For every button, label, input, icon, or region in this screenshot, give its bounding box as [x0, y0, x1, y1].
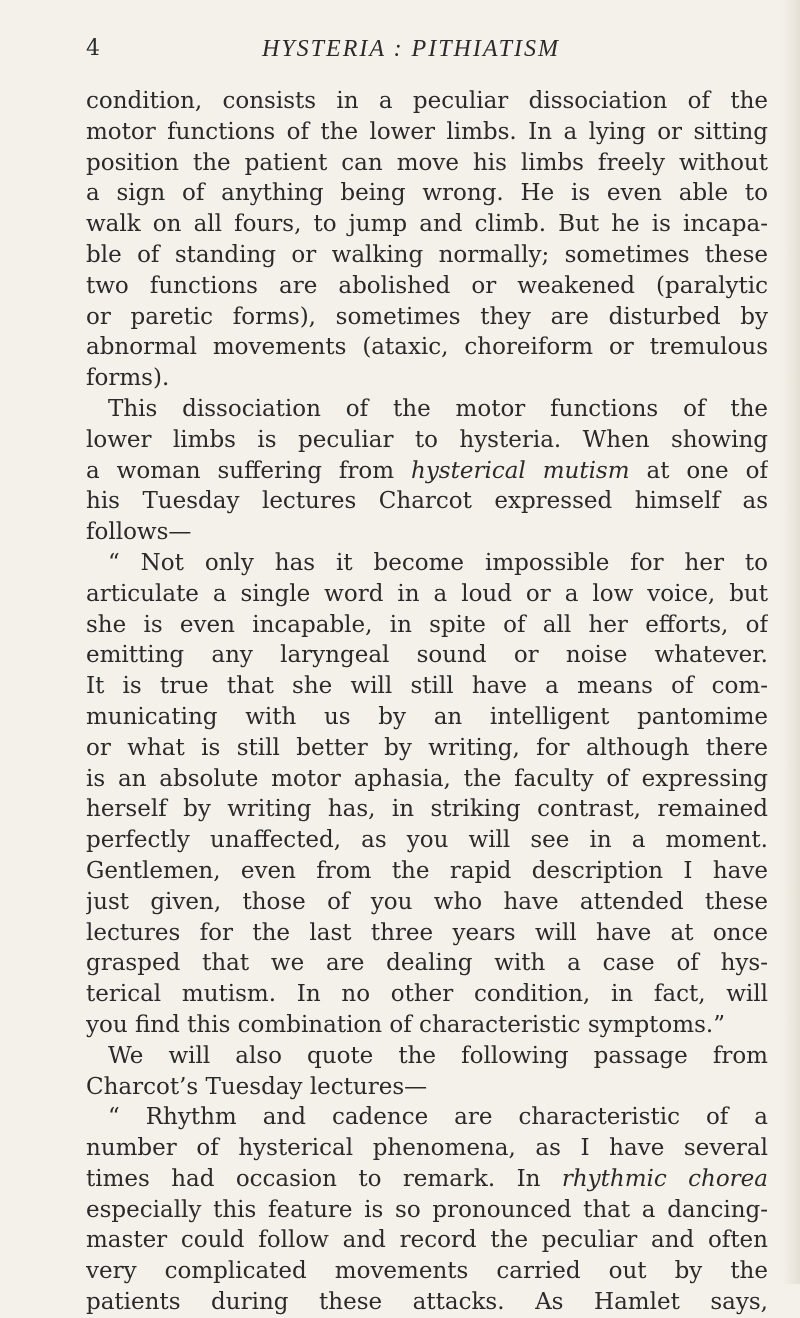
text-line: grasped that we are dealing with a case of hys-: [86, 950, 768, 977]
text-line: herself by writing has, in striking contrast, remained: [86, 796, 768, 823]
text-line: Charcot’s Tuesday lectures—: [86, 1073, 428, 1100]
text-line: especially this feature is so pronounced that a dancing-: [86, 1196, 768, 1223]
text-line: “ Rhythm and cadence are characteristic of a: [108, 1104, 768, 1131]
text-line: times had occasion to remark. In rhythmic chorea: [86, 1165, 768, 1192]
text-line: forms).: [86, 365, 170, 392]
text-line: follows—: [86, 519, 192, 546]
text-line: “ Not only has it become impossible for her to: [108, 549, 768, 576]
text-line: terical mutism. In no other condition, in fact, will: [86, 981, 768, 1008]
text-line: or paretic forms), sometimes they are disturbed by: [86, 303, 768, 330]
text-line: very complicated movements carried out by the: [86, 1258, 768, 1285]
text-line: ble of standing or walking normally; sometimes these: [86, 241, 768, 268]
text-line: emitting any laryngeal sound or noise whatever.: [86, 642, 768, 669]
italic-term: hysterical mutism: [411, 457, 630, 484]
text-line: just given, those of you who have attended these: [86, 888, 768, 915]
page-number: 4: [86, 36, 100, 61]
text-line: lectures for the last three years will have at once: [86, 919, 768, 946]
page-edge-shadow: [782, 0, 800, 1284]
text-line: is an absolute motor aphasia, the faculty of expressing: [86, 765, 768, 792]
text-line: his Tuesday lectures Charcot expressed himself as: [86, 488, 768, 515]
text-line: a sign of anything being wrong. He is even able to: [86, 180, 768, 207]
text-line: municating with us by an intelligent pantomime: [86, 703, 768, 730]
text-line: motor functions of the lower limbs. In a lying or sitting: [86, 118, 768, 145]
text-line: We will also quote the following passage from: [108, 1042, 768, 1069]
text-line: Gentlemen, even from the rapid description I have: [86, 857, 768, 884]
body-text: [86, 86, 768, 1318]
text-line: This dissociation of the motor functions of the: [108, 395, 768, 422]
text-line: or what is still better by writing, for although there: [86, 734, 768, 761]
text-line: condition, consists in a peculiar dissociation of the: [86, 88, 768, 114]
text-line: walk on all fours, to jump and climb. But he is incapa-: [86, 211, 768, 238]
text-line: perfectly unaffected, as you will see in a moment.: [86, 827, 768, 854]
text-line: two functions are abolished or weakened (paralytic: [86, 272, 768, 299]
running-head: HYSTERIA : PITHIATISM: [262, 36, 560, 62]
page-header: [86, 36, 766, 70]
text-line: she is even incapable, in spite of all her efforts, of: [86, 611, 768, 638]
text-line: a woman suffering from hysterical mutism at one of: [86, 457, 768, 484]
italic-term: rhythmic chorea: [561, 1165, 768, 1192]
text-line: patients during these attacks. As Hamlet says,: [86, 1289, 768, 1316]
text-line: number of hysterical phenomena, as I have several: [86, 1135, 768, 1162]
text-line: articulate a single word in a loud or a low voice, but: [86, 580, 768, 607]
text-line: you find this combination of characteristic symptoms.”: [86, 1011, 725, 1038]
text-line: master could follow and record the peculiar and often: [86, 1227, 768, 1254]
text-line: position the patient can move his limbs freely without: [86, 149, 768, 176]
text-line: abnormal movements (ataxic, choreiform or tremulous: [86, 334, 768, 361]
text-line: lower limbs is peculiar to hysteria. When showing: [86, 426, 768, 453]
text-line: It is true that she will still have a means of com-: [86, 673, 768, 700]
